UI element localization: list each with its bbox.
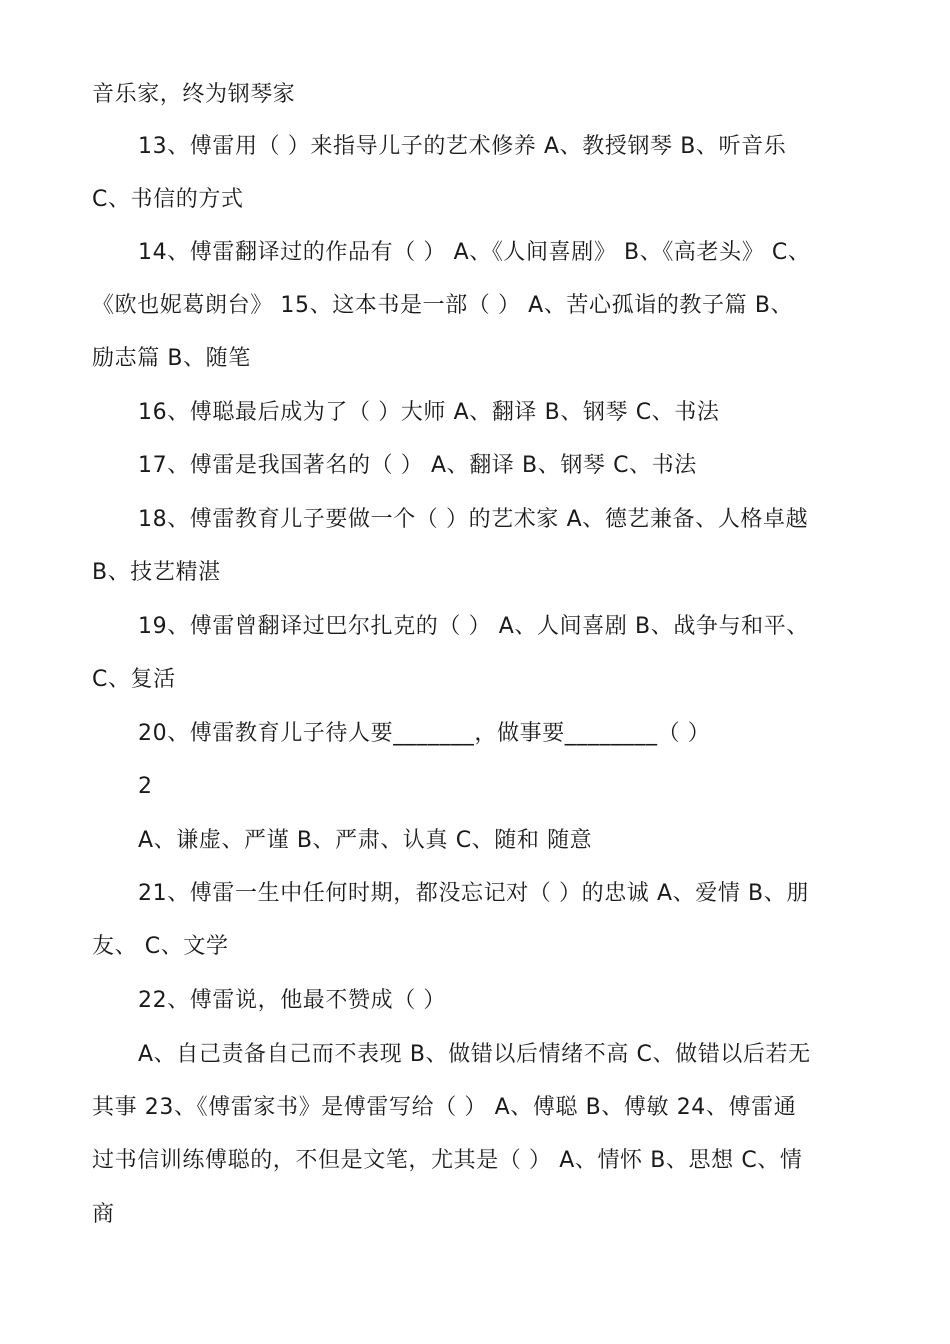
text-line: C、书信的方式 bbox=[92, 187, 244, 212]
question-22: 22、傅雷说，他最不赞成（ ） bbox=[138, 988, 446, 1013]
question-23: 其事 23、《傅雷家书》是傅雷写给（ ） A、傅聪 B、傅敏 24、傅雷通 bbox=[92, 1095, 797, 1120]
question-16: 16、傅聪最后成为了（ ）大师 A、翻译 B、钢琴 C、书法 bbox=[138, 400, 720, 425]
text-line: C、复活 bbox=[92, 667, 176, 692]
text-line: A、自己责备自己而不表现 B、做错以后情绪不高 C、做错以后若无 bbox=[138, 1042, 811, 1067]
question-18: 18、傅雷教育儿子要做一个（ ）的艺术家 A、德艺兼备、人格卓越 bbox=[138, 507, 809, 532]
text-line: 音乐家，终为钢琴家 bbox=[92, 82, 296, 107]
text-line: 友、 C、文学 bbox=[92, 934, 229, 959]
question-24: 过书信训练傅聪的，不但是文笔，尤其是（ ） A、情怀 B、思想 C、情 bbox=[92, 1148, 803, 1173]
question-19: 19、傅雷曾翻译过巴尔扎克的（ ） A、人间喜剧 B、战争与和平、 bbox=[138, 614, 809, 639]
text-line: 商 bbox=[92, 1202, 115, 1227]
question-21: 21、傅雷一生中任何时期，都没忘记对（ ）的忠诚 A、爱情 B、朋 bbox=[138, 881, 809, 906]
question-15: 《欧也妮葛朗台》 15、这本书是一部（ ） A、苦心孤诣的教子篇 B、 bbox=[92, 293, 794, 318]
question-20: 20、傅雷教育儿子待人要_______，做事要________（ ） bbox=[138, 721, 711, 746]
text-line: B、技艺精湛 bbox=[92, 560, 221, 585]
question-14: 14、傅雷翻译过的作品有（ ） A、《人间喜剧》 B、《高老头》 C、 bbox=[138, 240, 811, 265]
text-line: A、谦虚、严谨 B、严肃、认真 C、随和 随意 bbox=[138, 828, 593, 853]
text-line: 励志篇 B、随笔 bbox=[92, 346, 251, 371]
question-17: 17、傅雷是我国著名的（ ） A、翻译 B、钢琴 C、书法 bbox=[138, 453, 697, 478]
page-number: 2 bbox=[138, 774, 153, 799]
question-13: 13、傅雷用（ ）来指导儿子的艺术修养 A、教授钢琴 B、听音乐 bbox=[138, 134, 787, 159]
